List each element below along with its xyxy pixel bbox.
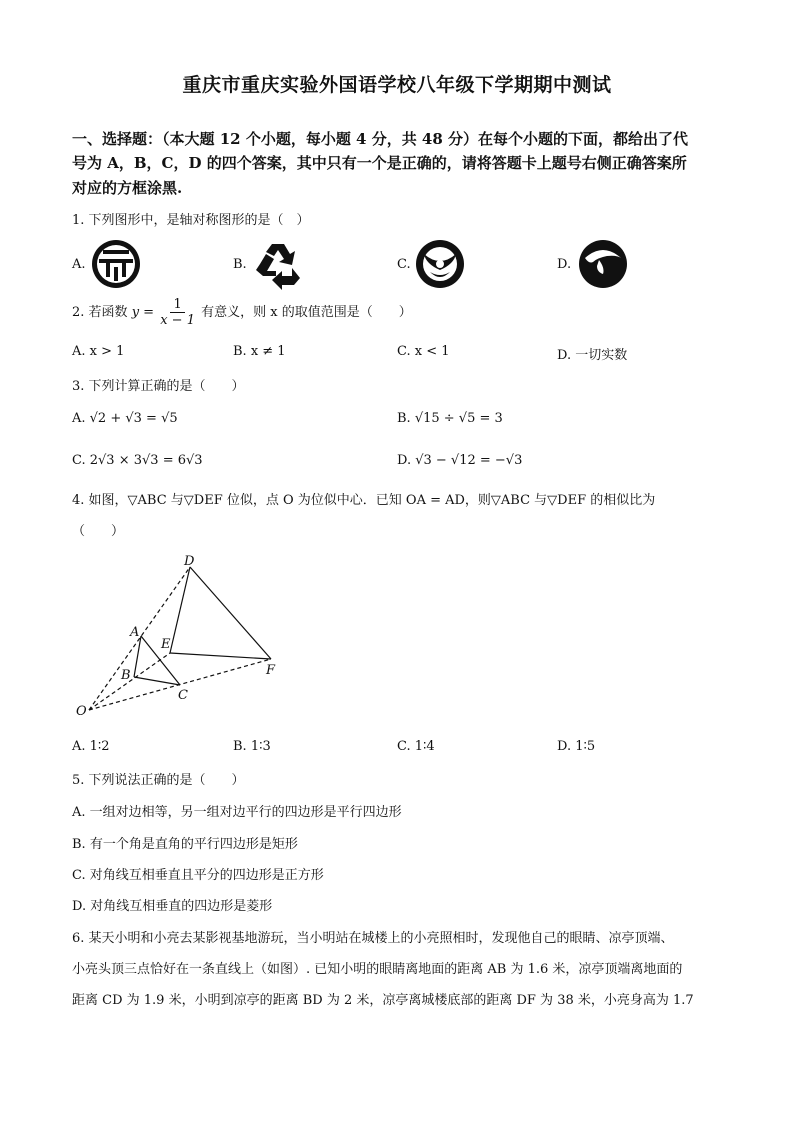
q6-line2: 小亮头顶三点恰好在一条直线上（如图）. 已知小明的眼睛离地面的距离 AB 为 1.6 米，凉亭顶端离地面的: [72, 962, 683, 977]
emblem-d-icon: [577, 238, 629, 290]
q2-option-c: C. x < 1: [397, 344, 450, 359]
q5-option-c: C. 对角线互相垂直且平分的四边形是正方形: [72, 868, 324, 883]
label-b: B: [121, 668, 131, 683]
q2-fraction-denominator: x − 1: [160, 313, 195, 328]
section-instruction-line3: 对应的方框涂黑.: [72, 179, 183, 197]
q4-option-a: A. 1∶2: [72, 739, 110, 754]
q4-stem-line1: 4. 如图，▽ABC 与▽DEF 位似，点 O 为位似中心．已知 OA = AD，则▽ABC 与▽DEF 的相似比为: [72, 493, 656, 508]
q2-prefix: 2. 若函数: [72, 305, 128, 320]
q1-option-d-label: D.: [557, 257, 572, 272]
q1-option-c-label: C.: [397, 257, 411, 272]
section-instruction-line1: 一、选择题：（本大题 12 个小题，每小题 4 分，共 48 分）在每个小题的下面，都给出了代: [72, 130, 689, 148]
section-instruction-line2: 号为 A，B，C，D 的四个答案，其中只有一个是正确的，请将答题卡上题号右侧正确答案所: [72, 154, 687, 172]
q2-suffix: 有意义，则 x 的取值范围是（ ）: [201, 305, 412, 320]
q5-option-b: B. 有一个角是直角的平行四边形是矩形: [72, 837, 298, 852]
emblem-c-icon: [414, 238, 466, 290]
recycle-icon: [252, 238, 304, 290]
q1-option-a-label: A.: [72, 257, 86, 272]
q2-option-d: D. 一切实数: [557, 348, 628, 363]
label-c: C: [178, 688, 188, 703]
q1-option-b-label: B.: [233, 257, 247, 272]
q2-option-a: A. x > 1: [72, 344, 125, 359]
q5-option-a: A. 一组对边相等，另一组对边平行的四边形是平行四边形: [72, 805, 402, 820]
q1-stem: 1. 下列图形中，是轴对称图形的是（ ）: [72, 213, 310, 228]
q3-option-a: A. √2 + √3 = √5: [72, 411, 178, 426]
label-e: E: [161, 637, 171, 652]
q2-fraction: [160, 297, 195, 328]
q4-option-c: C. 1∶4: [397, 739, 435, 754]
q4-option-b: B. 1∶3: [233, 739, 271, 754]
label-d: D: [184, 554, 195, 569]
label-f: F: [266, 663, 276, 678]
q6-line3: 距离 CD 为 1.9 米，小明到凉亭的距离 BD 为 2 米，凉亭离城楼底部的距离 DF 为 38 米，小亮身高为 1.7: [72, 993, 694, 1008]
q3-stem: 3. 下列计算正确的是（ ）: [72, 379, 245, 394]
q5-option-d: D. 对角线互相垂直的四边形是菱形: [72, 899, 273, 914]
q5-stem: 5. 下列说法正确的是（ ）: [72, 773, 245, 788]
q3-option-c: C. 2√3 × 3√3 = 6√3: [72, 453, 203, 468]
q3-option-d: D. √3 − √12 = −√3: [397, 453, 523, 468]
q2-y-eq: y =: [131, 305, 155, 320]
homothety-figure: [60, 550, 300, 725]
q2-stem: [72, 297, 412, 328]
q3-option-b: B. √15 ÷ √5 = 3: [397, 411, 503, 426]
q2-option-b: B. x ≠ 1: [233, 344, 286, 359]
emblem-a-icon: [90, 238, 142, 290]
label-a: A: [130, 625, 140, 640]
q4-option-d: D. 1∶5: [557, 739, 596, 754]
page-title: 重庆市重庆实验外国语学校八年级下学期期中测试: [182, 74, 612, 96]
label-o: O: [76, 704, 87, 719]
q4-stem-line2: （ ）: [72, 524, 125, 539]
q2-fraction-numerator: 1: [170, 297, 184, 313]
q6-line1: 6. 某天小明和小亮去某影视基地游玩，当小明站在城楼上的小亮照相时，发现他自己的眼睛、凉亭顶端、: [72, 931, 674, 946]
